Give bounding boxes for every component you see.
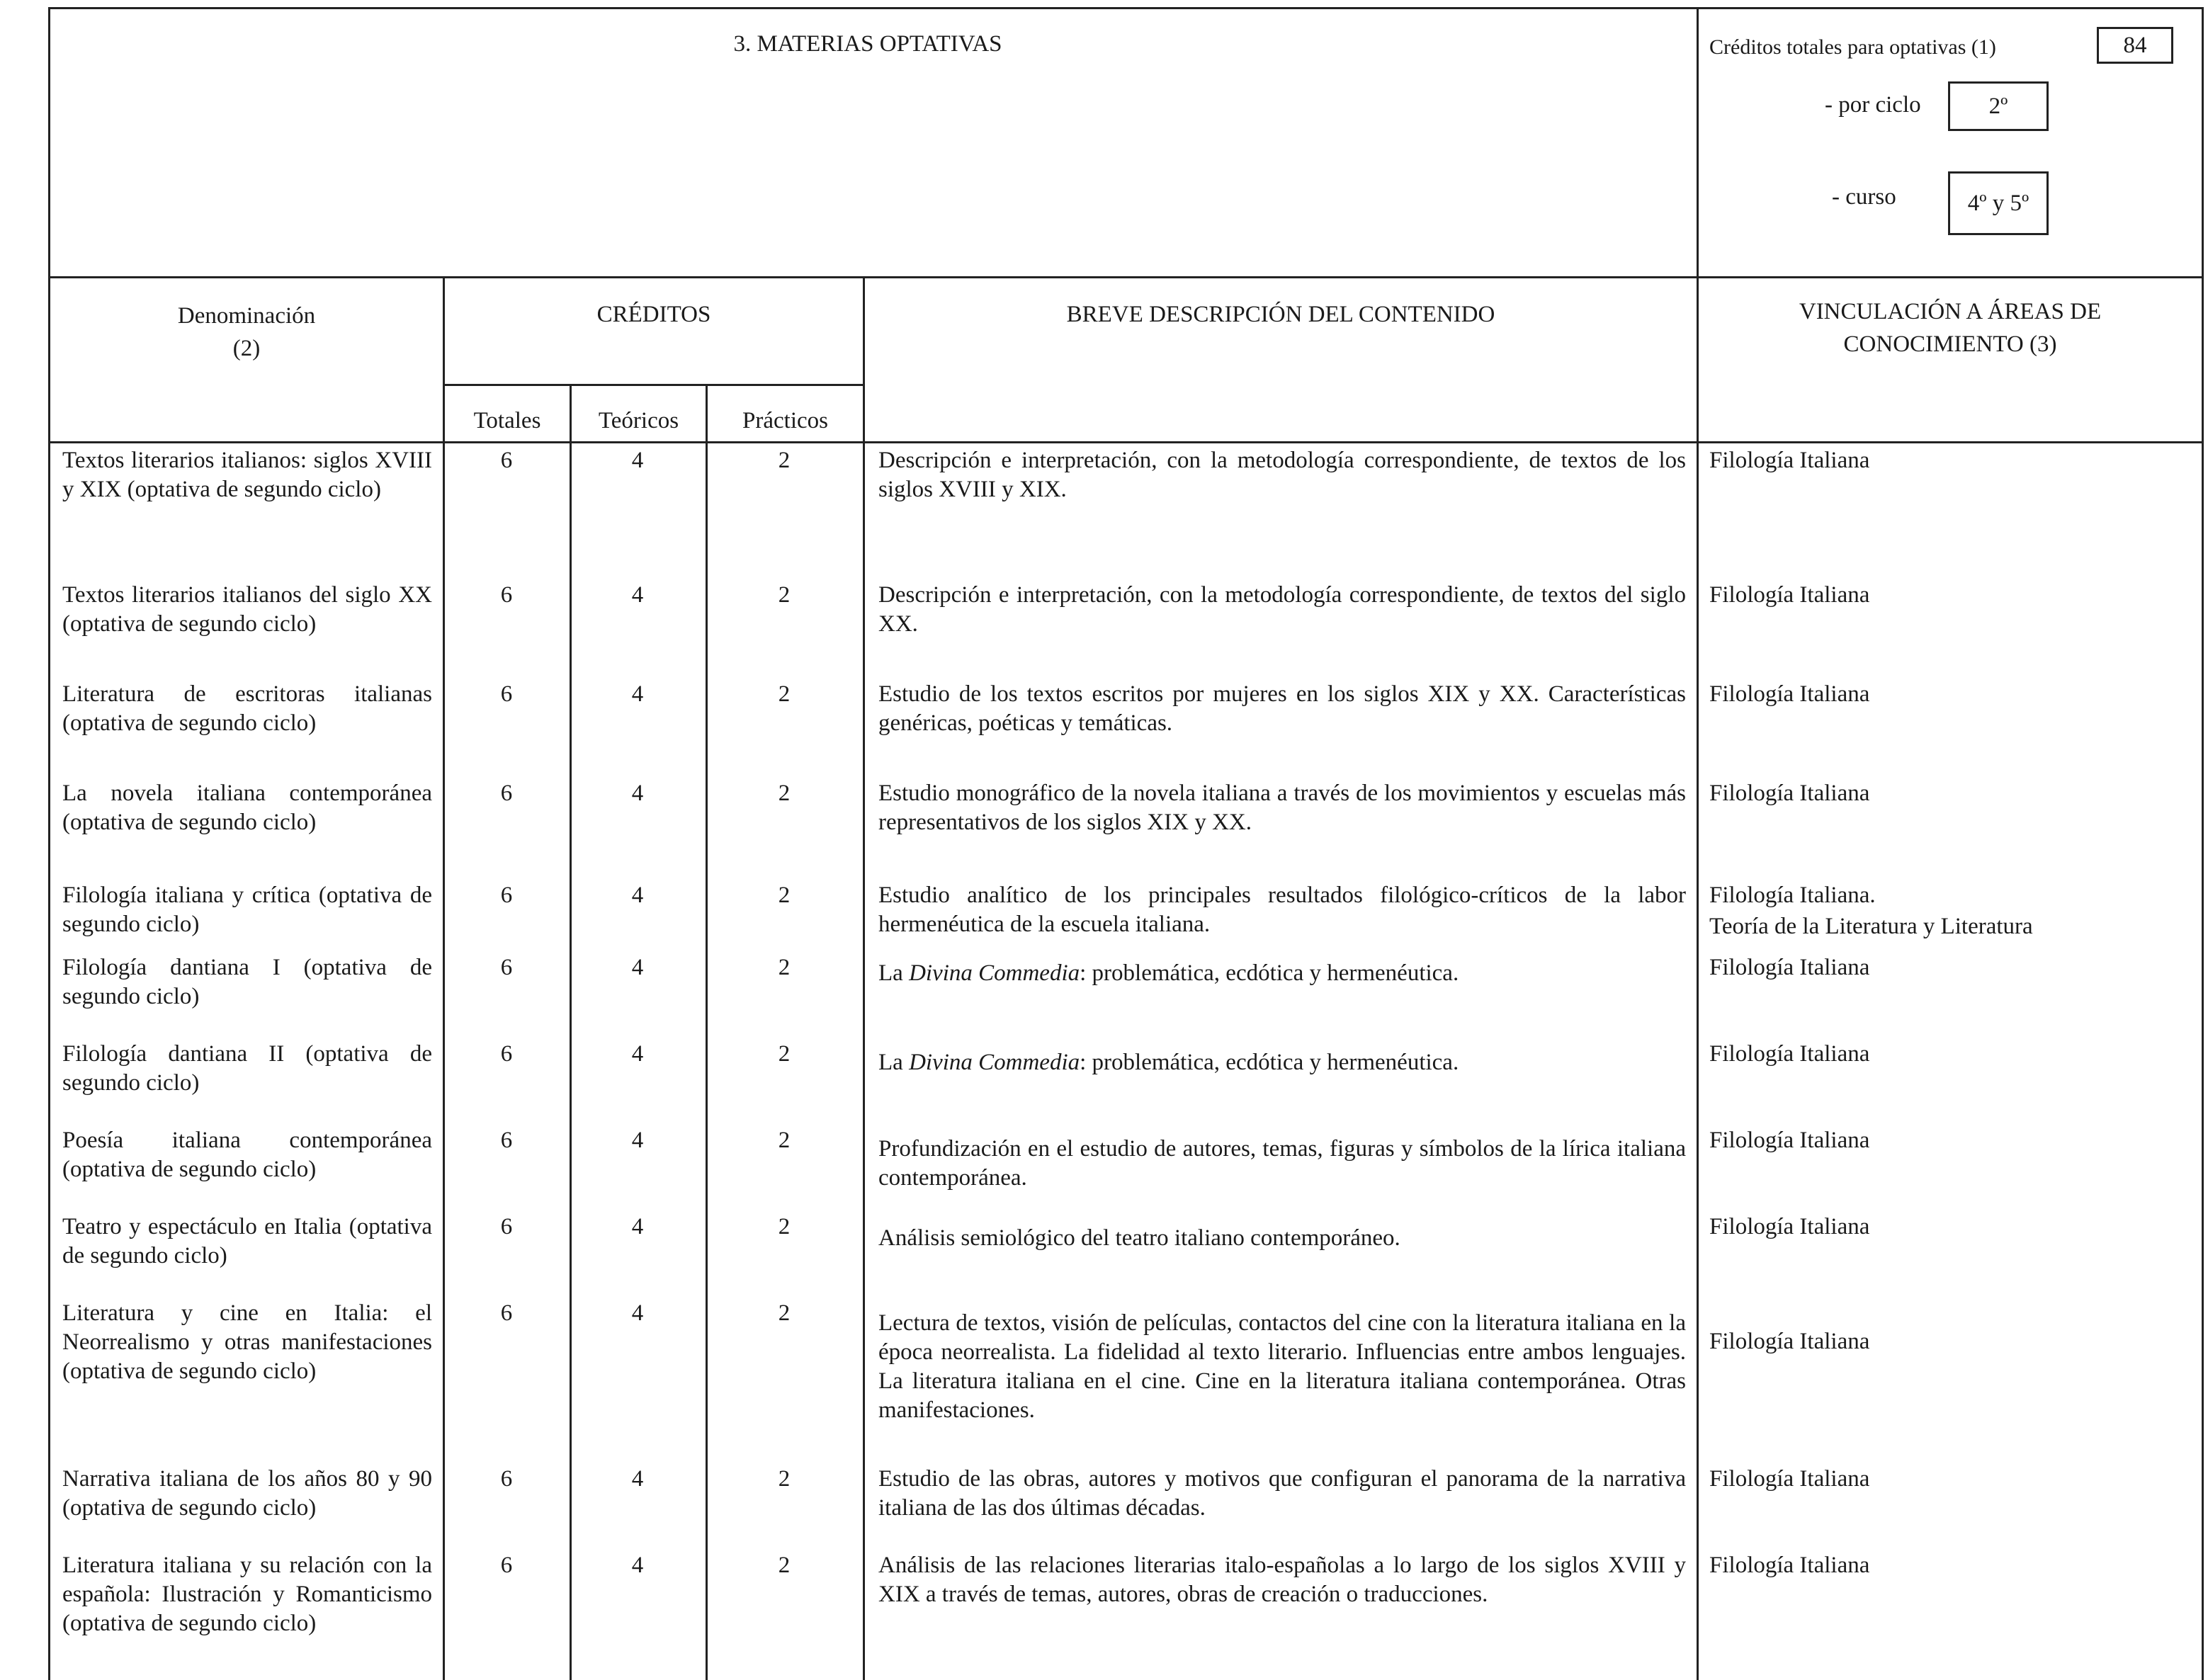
header-teoricos: Teóricos — [598, 408, 679, 433]
row-4-totales: 6 — [500, 882, 513, 908]
row-11-descripcion: Análisis de las relaciones literarias italo-españolas a lo largo de los siglos XVIII y XIX a través de temas, autores, obras de creación o traducciones. — [878, 1553, 1686, 1607]
row-10-descripcion: Estudio de las obras, autores y motivos que configuran el panorama de la narrativa italiana de las dos últimas décadas. — [878, 1466, 1686, 1521]
row-9-practicos: 2 — [778, 1300, 791, 1326]
col-divider-denominacion — [443, 276, 445, 1680]
row-6-descripcion-post: : problemática, ecdótica y hermenéutica. — [1080, 1050, 1459, 1075]
header-vinculacion-line1: VINCULACIÓN A ÁREAS DE — [1799, 299, 2102, 324]
row-9-area: Filología Italiana — [1709, 1329, 1870, 1354]
row-0-teoricos: 4 — [631, 448, 644, 473]
header-creditos: CRÉDITOS — [596, 302, 711, 327]
row-2-denominacion: Literatura de escritoras italianas (optativa de segundo ciclo) — [62, 681, 432, 736]
row-7-denominacion: Poesía italiana contemporánea (optativa de segundo ciclo) — [62, 1128, 432, 1182]
row-10-area: Filología Italiana — [1709, 1466, 1870, 1492]
row-7-area: Filología Italiana — [1709, 1128, 1870, 1153]
row-8-teoricos: 4 — [631, 1214, 644, 1239]
row-3-totales: 6 — [500, 781, 513, 806]
page-title: 3. MATERIAS OPTATIVAS — [733, 31, 1002, 57]
row-6-teoricos: 4 — [631, 1041, 644, 1067]
column-header-bottom-border — [48, 441, 2204, 443]
header-descripcion: BREVE DESCRIPCIÓN DEL CONTENIDO — [1066, 302, 1495, 327]
row-10-totales: 6 — [500, 1466, 513, 1492]
row-4-denominacion: Filología italiana y crítica (optativa de segundo ciclo) — [62, 882, 432, 937]
row-0-totales: 6 — [500, 448, 513, 473]
row-6-totales: 6 — [500, 1041, 513, 1067]
header-denominacion: Denominación — [177, 303, 316, 329]
row-1-area: Filología Italiana — [1709, 582, 1870, 608]
row-11-totales: 6 — [500, 1553, 513, 1578]
row-11-area: Filología Italiana — [1709, 1553, 1870, 1578]
row-1-teoricos: 4 — [631, 582, 644, 608]
credits-total-value: 84 — [2097, 27, 2173, 64]
row-8-totales: 6 — [500, 1214, 513, 1239]
row-5-descripcion-post: : problemática, ecdótica y hermenéutica. — [1080, 960, 1459, 986]
row-0-descripcion: Descripción e interpretación, con la metodología correspondiente, de textos de los siglos XVIII y XIX. — [878, 448, 1686, 502]
row-6-practicos: 2 — [778, 1041, 791, 1067]
row-5-totales: 6 — [500, 955, 513, 980]
ciclo-label: - por ciclo — [1825, 92, 1921, 118]
creditos-subheader-border — [443, 384, 865, 386]
header-denominacion-note: (2) — [232, 336, 261, 361]
row-5-practicos: 2 — [778, 955, 791, 980]
row-9-descripcion: Lectura de textos, visión de películas, contactos del cine con la literatura italiana en la época neorrealista. La fidelidad al texto literario. Influencias entre ambos lenguajes. La literatura italiana en el cine. Cine en la literatura italiana contemporánea. Otras manifestaciones. — [878, 1310, 1686, 1423]
row-7-practicos: 2 — [778, 1128, 791, 1153]
row-6-descripcion-title: Divina Commedia — [909, 1050, 1080, 1075]
row-8-descripcion: Análisis semiológico del teatro italiano contemporáneo. — [878, 1225, 1400, 1251]
row-4-area: Filología Italiana. — [1709, 882, 1876, 908]
row-4-area-secondary: Teoría de la Literatura y Literatura — [1709, 914, 2033, 939]
row-7-totales: 6 — [500, 1128, 513, 1153]
ciclo-value: 2º — [1948, 81, 2049, 131]
col-divider-teoricos — [706, 384, 708, 1680]
row-6-descripcion — [878, 1048, 1686, 1077]
row-2-practicos: 2 — [778, 681, 791, 707]
row-5-denominacion: Filología dantiana I (optativa de segundo ciclo) — [62, 955, 432, 1009]
row-2-teoricos: 4 — [631, 681, 644, 707]
row-0-practicos: 2 — [778, 448, 791, 473]
row-9-teoricos: 4 — [631, 1300, 644, 1326]
row-10-denominacion: Narrativa italiana de los años 80 y 90 (optativa de segundo ciclo) — [62, 1466, 432, 1521]
header-bottom-border — [48, 276, 2204, 278]
col-divider-totales — [570, 384, 572, 1680]
curso-label: - curso — [1832, 184, 1896, 210]
row-4-practicos: 2 — [778, 882, 791, 908]
row-7-descripcion: Profundización en el estudio de autores, temas, figuras y símbolos de la lírica italiana contemporánea. — [878, 1136, 1686, 1191]
row-10-practicos: 2 — [778, 1466, 791, 1492]
row-1-denominacion: Textos literarios italianos del siglo XX (optativa de segundo ciclo) — [62, 582, 432, 637]
col-divider-descripcion — [1697, 7, 1699, 1680]
row-6-denominacion: Filología dantiana II (optativa de segundo ciclo) — [62, 1041, 432, 1096]
row-0-area: Filología Italiana — [1709, 448, 1870, 473]
row-11-practicos: 2 — [778, 1553, 791, 1578]
row-1-practicos: 2 — [778, 582, 791, 608]
row-4-teoricos: 4 — [631, 882, 644, 908]
curso-value: 4º y 5º — [1948, 171, 2049, 235]
top-border — [48, 7, 2204, 9]
row-3-teoricos: 4 — [631, 781, 644, 806]
row-1-descripcion: Descripción e interpretación, con la metodología correspondiente, de textos del siglo XX. — [878, 582, 1686, 637]
row-8-area: Filología Italiana — [1709, 1214, 1870, 1239]
row-9-denominacion: Literatura y cine en Italia: el Neorrealismo y otras manifestaciones (optativa de segundo ciclo) — [62, 1300, 432, 1384]
row-3-practicos: 2 — [778, 781, 791, 806]
row-11-teoricos: 4 — [631, 1553, 644, 1578]
header-practicos: Prácticos — [742, 408, 828, 433]
row-1-totales: 6 — [500, 582, 513, 608]
row-5-area: Filología Italiana — [1709, 955, 1870, 980]
row-5-descripcion — [878, 959, 1686, 988]
row-7-teoricos: 4 — [631, 1128, 644, 1153]
left-border — [48, 7, 50, 1680]
row-3-area: Filología Italiana — [1709, 781, 1870, 806]
row-2-area: Filología Italiana — [1709, 681, 1870, 707]
row-6-descripcion-pre: La — [878, 1050, 910, 1075]
header-vinculacion-line2: CONOCIMIENTO (3) — [1843, 331, 2057, 357]
row-3-denominacion: La novela italiana contemporánea (optativa de segundo ciclo) — [62, 781, 432, 835]
header-totales: Totales — [473, 408, 541, 433]
row-8-practicos: 2 — [778, 1214, 791, 1239]
right-border — [2202, 7, 2204, 1680]
row-3-descripcion: Estudio monográfico de la novela italiana a través de los movimientos y escuelas más representativos de los siglos XIX y XX. — [878, 781, 1686, 835]
row-10-teoricos: 4 — [631, 1466, 644, 1492]
credits-total-label: Créditos totales para optativas (1) — [1709, 35, 1996, 59]
row-5-teoricos: 4 — [631, 955, 644, 980]
row-4-descripcion: Estudio analítico de los principales resultados filológico-críticos de la labor hermenéutica de la escuela italiana. — [878, 882, 1686, 937]
row-8-denominacion: Teatro y espectáculo en Italia (optativa de segundo ciclo) — [62, 1214, 432, 1268]
row-11-denominacion: Literatura italiana y su relación con la española: Ilustración y Romanticismo (optativa de segundo ciclo) — [62, 1553, 432, 1636]
row-0-denominacion: Textos literarios italianos: siglos XVIII y XIX (optativa de segundo ciclo) — [62, 448, 432, 502]
col-divider-creditos — [863, 276, 865, 1680]
row-5-descripcion-pre: La — [878, 960, 910, 986]
row-2-totales: 6 — [500, 681, 513, 707]
row-5-descripcion-title: Divina Commedia — [909, 960, 1080, 986]
row-6-area: Filología Italiana — [1709, 1041, 1870, 1067]
row-2-descripcion: Estudio de los textos escritos por mujeres en los siglos XIX y XX. Características genéricas, poéticas y temáticas. — [878, 681, 1686, 736]
row-9-totales: 6 — [500, 1300, 513, 1326]
